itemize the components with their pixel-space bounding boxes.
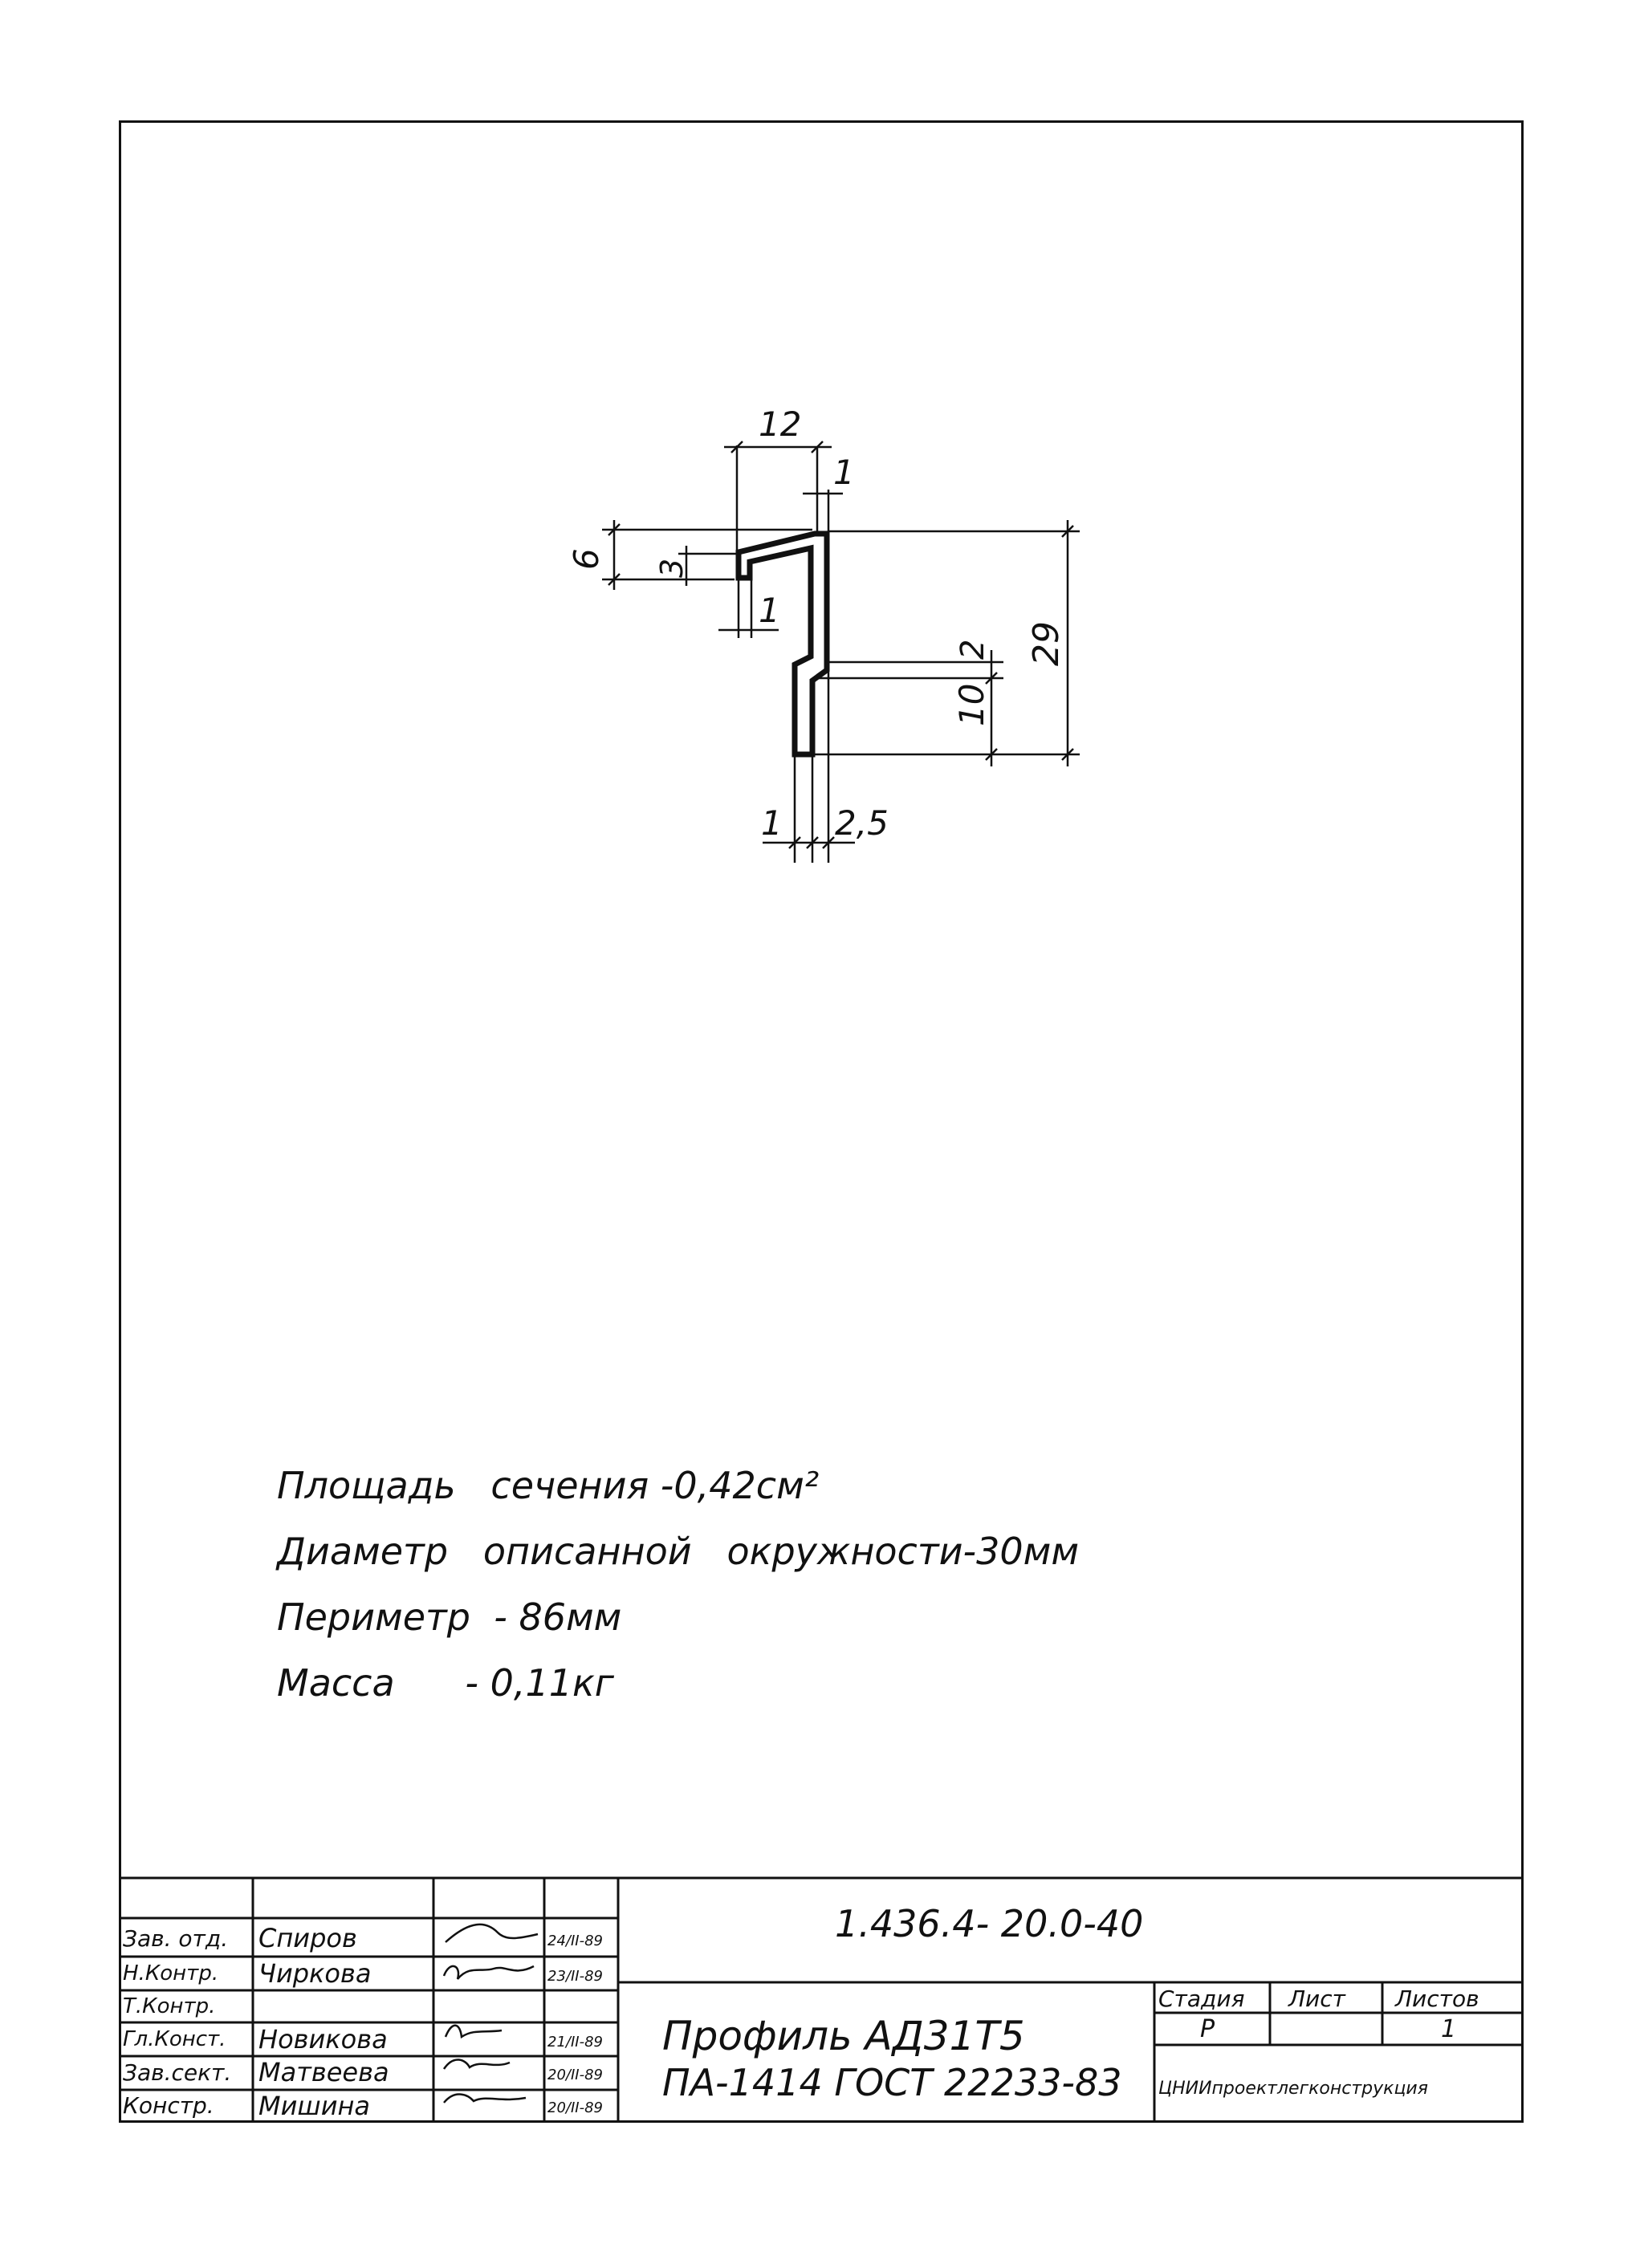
signature-mark [444, 1966, 534, 1979]
staff-role: Констр. [123, 2092, 214, 2119]
staff-date: 23/II-89 [547, 1968, 603, 1985]
dim-2-label: 2 [954, 639, 991, 660]
staff-role: Н.Контр. [123, 1961, 219, 1986]
signature-mark [444, 2095, 526, 2103]
dim-6-label: 6 [567, 548, 606, 570]
staff-role: Зав.сект. [123, 2059, 232, 2086]
staff-date: 20/II-89 [547, 2099, 603, 2116]
drawing-title-line1: Профиль АД31Т5 [662, 2013, 1025, 2059]
signature-mark [446, 1925, 538, 1942]
perimeter-text: Периметр - 86мм [277, 1595, 622, 1639]
document-code: 1.436.4- 20.0-40 [835, 1902, 1144, 1945]
organization-name: ЦНИИпроектлегконструкция [1158, 2079, 1428, 2099]
staff-name: Матвеева [258, 2057, 389, 2087]
sheets-header: Листов [1395, 1986, 1479, 2012]
dim-1-top-label: 1 [833, 453, 855, 492]
stage-value: Р [1200, 2015, 1215, 2043]
staff-name: Новикова [258, 2024, 388, 2055]
staff-name: Чиркова [258, 1958, 372, 1989]
sheets-value: 1 [1441, 2015, 1457, 2043]
staff-name: Мишина [258, 2091, 371, 2121]
area-text: Площадь сечения -0,42см² [277, 1464, 820, 1507]
section-properties [277, 1453, 1079, 1716]
staff-date: 21/II-89 [547, 2034, 603, 2051]
profile-section [739, 534, 827, 754]
staff-date: 24/II-89 [547, 1933, 603, 1949]
staff-role: Гл.Конст. [123, 2027, 226, 2051]
sheet-header: Лист [1288, 1986, 1345, 2012]
dim-1-bottom-label: 1 [761, 803, 783, 843]
dim-12-label: 12 [759, 404, 802, 444]
dim-29-label: 29 [1026, 621, 1067, 666]
staff-role: Т.Контр. [123, 1994, 216, 2018]
signatures-column [437, 1916, 542, 2117]
signature-mark [446, 2026, 502, 2037]
dim-3-label: 3 [654, 558, 690, 578]
dim-1-lip-label: 1 [759, 591, 780, 630]
dim-10-label: 10 [952, 683, 991, 726]
stage-header: Стадия [1158, 1986, 1245, 2012]
staff-name: Спиров [258, 1923, 357, 1953]
drawing-title-line2: ПА-1414 ГОСТ 22233-83 [662, 2061, 1122, 2104]
diameter-text: Диаметр описанной окружности-30мм [277, 1530, 1080, 1573]
dim-2-5-label: 2,5 [835, 803, 889, 843]
staff-date: 20/II-89 [547, 2067, 603, 2083]
signature-mark [444, 2059, 510, 2069]
staff-role: Зав. отд. [123, 1925, 229, 1952]
mass-text: Масса - 0,11кг [277, 1661, 614, 1705]
